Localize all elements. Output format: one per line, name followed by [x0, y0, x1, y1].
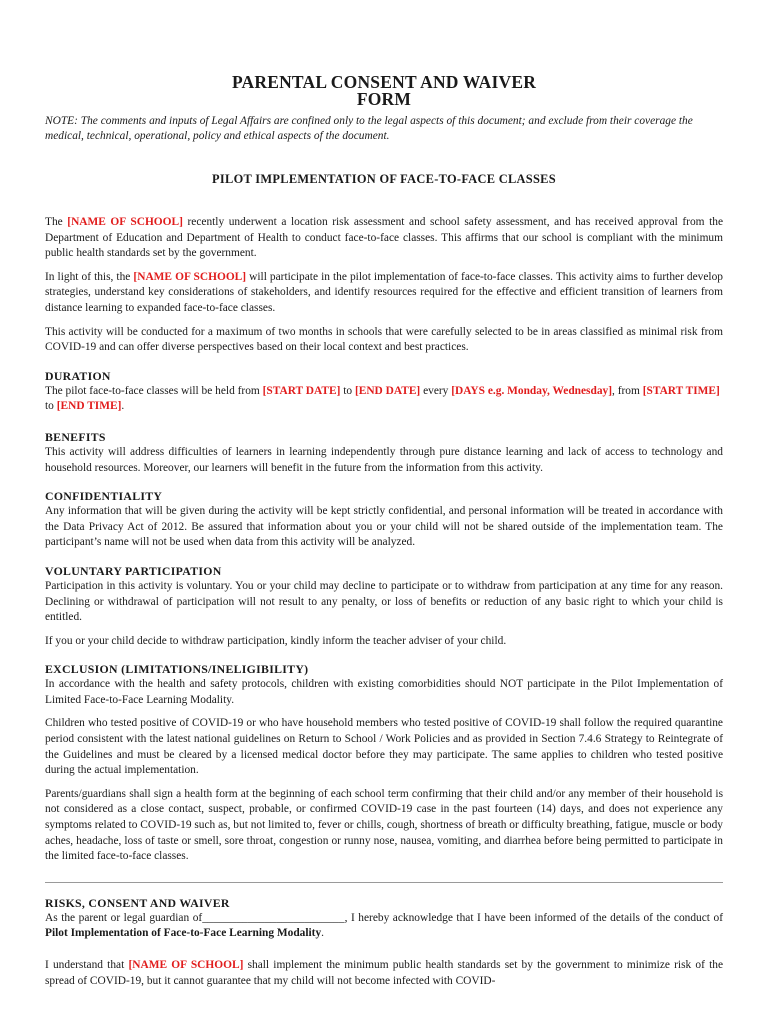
exclusion-text-2: Children who tested positive of COVID-19 or who have household members who tested positive of COVID-19 shall follow the required quarantine period consistent with the latest national guidelines on Return to School / Work Policies and as provided in Section 7.4.6 Strategy to Reintegrate of the Guidelines and must be cleared by a licensed medical doctor before they may participate. The same applies to children who tested positive during the actual implementation. [45, 717, 723, 777]
school-name-placeholder: [NAME OF SCHOOL] [133, 270, 247, 283]
voluntary-heading: VOLUNTARY PARTICIPATION [45, 563, 222, 578]
school-name-placeholder: [NAME OF SCHOOL] [67, 216, 183, 228]
risks-p1-pre: As the parent or legal guardian of [45, 911, 203, 924]
voluntary-text-2: If you or your child decide to withdraw participation, kindly inform the teacher adviser of your child. [45, 634, 507, 647]
duration-t6: . [121, 400, 125, 413]
intro-p1-pre: The [45, 216, 68, 228]
days-placeholder: [DAYS e.g. Monday, Wednesday] [451, 384, 612, 397]
document-subtitle: PILOT IMPLEMENTATION OF FACE-TO-FACE CLASSES [212, 172, 556, 186]
intro-p2-post: will participate in the pilot implementation of face-to-face classes. This activity aims to further develop strategies, understand key considerations of stakeholders, and identify resources required for the effective and efficient transition of learners from distance learning to expanded face-to-face classes. [45, 270, 723, 314]
start-date-placeholder: [START DATE] [262, 384, 341, 397]
duration-heading: DURATION [45, 368, 111, 383]
confidentiality-heading: CONFIDENTIALITY [45, 489, 163, 504]
program-name: Pilot Implementation of Face-to-Face Learning Modality [45, 927, 322, 940]
child-name-blank[interactable]: _________________________ [202, 911, 345, 924]
document-title [45, 0, 723, 108]
end-time-placeholder: [END TIME] [56, 400, 122, 413]
duration-t4: , from [612, 384, 643, 397]
intro-p2-pre: In light of this, the [45, 270, 134, 283]
risks-p2-pre: I understand that [45, 959, 129, 971]
legal-note: NOTE: The comments and inputs of Legal Affairs are confined only to the legal aspects of this document; and exclude from their coverage the medical, technical, operational, policy and ethical aspects of the document. [45, 115, 693, 142]
school-name-placeholder: [NAME OF SCHOOL] [128, 959, 244, 971]
intro-paragraph-3: This activity will be conducted for a maximum of two months in schools that were carefully selected to be in areas classified as minimal risk from COVID-19 and can offer diverse perspectives based on their local context and best practices. [45, 325, 723, 354]
confidentiality-text: Any information that will be given during the activity will be kept strictly confidential, and personal information will be treated in accordance with the Data Privacy Act of 2012. Be assured that information about you or your child will not be shared outside of the implementation team. The participant’s name will not be used when data from this activity will be analyzed. [45, 505, 723, 549]
benefits-heading: BENEFITS [45, 429, 106, 444]
voluntary-text-1: Participation in this activity is voluntary. You or your child may decline to participate or to withdraw from participation at any time for any reason. Declining or withdrawal of participation will not result to any penalty, or loss of benefits or reduction of any basic right to which your child is entitled. [45, 579, 723, 624]
benefits-text: This activity will address difficulties of learners in learning independently through pure distance learning and lack of access to technology and household resources. Moreover, our learners will benefit in the future from the information from this activity. [45, 445, 723, 474]
risks-p1-mid: , I hereby acknowledge that I have been informed of the details of the conduct of [344, 911, 723, 924]
duration-t1: The pilot face-to-face classes will be held from [45, 384, 263, 397]
risks-text-1 [45, 911, 723, 942]
duration-t2: to [340, 384, 355, 397]
duration-t5: to [45, 400, 57, 413]
duration-text [45, 384, 723, 415]
risks-p1-end: . [321, 927, 325, 940]
risks-text-2 [45, 958, 723, 989]
risks-p2-post: shall implement the minimum public health standards set by the government to minimize risk of the spread of COVID-19, but it cannot guarantee that my child will not become infected with COVID- [45, 959, 724, 987]
duration-t3: every [420, 384, 452, 397]
section-divider [45, 882, 723, 883]
risks-heading: RISKS, CONSENT AND WAIVER [45, 895, 230, 910]
exclusion-text-3: Parents/guardians shall sign a health form at the beginning of each school term confirming that their child and/or any member of their household is not considered as a close contact, suspect, probable, or confirmed COVID-19 case in the past fourteen (14) days, and does not experience any symptoms related to COVID-19 such as, but not limited to, fever or chills, cough, shortness of breath or difficulty breathing, fatigue, muscle or body aches, headache, loss of taste or smell, sore throat, congestion or runny nose, nausea, vomiting, and diarrhea before being permitted to participate in the limited face-to-face classes. [45, 787, 723, 863]
exclusion-text-1: In accordance with the health and safety protocols, children with existing comorbidities should NOT participate in the Pilot Implementation of Limited Face-to-Face Learning Modality. [45, 678, 723, 706]
intro-paragraph-1 [45, 215, 723, 262]
title-line-2: FORM [356, 89, 412, 109]
exclusion-heading: EXCLUSION (LIMITATIONS/INELIGIBILITY) [45, 662, 309, 677]
start-time-placeholder: [START TIME] [642, 384, 720, 397]
intro-p1-post: recently underwent a location risk assessment and school safety assessment, and has received approval from the Department of Education and Department of Health to conduct face-to-face classes. This affirms that our school is compliant with the minimum public health standards set by the government. [45, 216, 724, 260]
title-line-1: PARENTAL CONSENT AND WAIVER [231, 72, 537, 92]
intro-paragraph-2 [45, 270, 723, 317]
end-date-placeholder: [END DATE] [354, 384, 421, 397]
